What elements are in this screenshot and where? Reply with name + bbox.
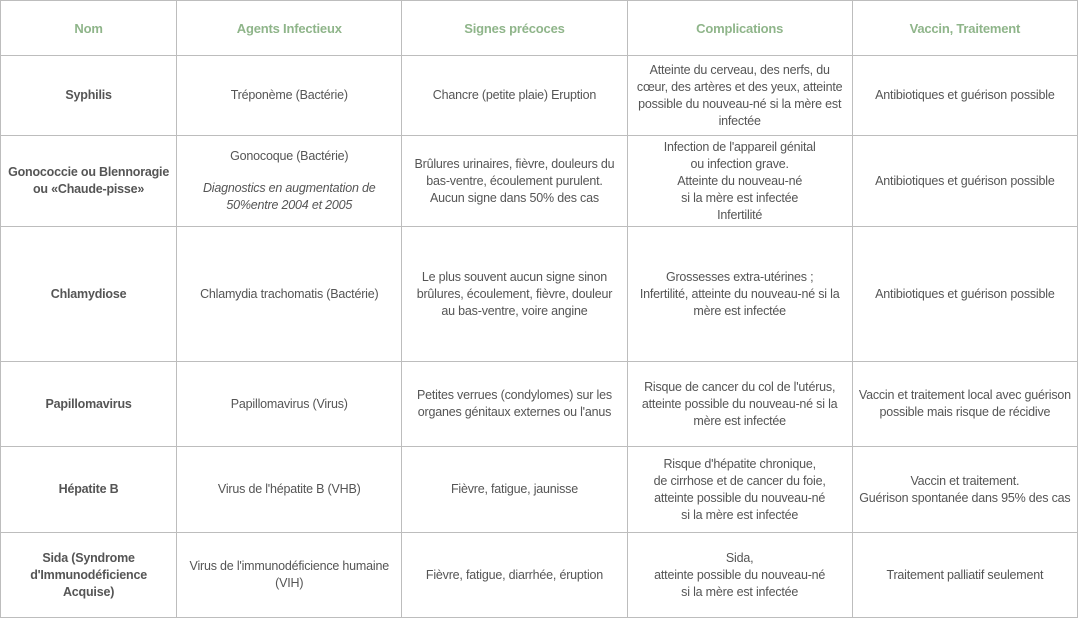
cell-complications xyxy=(627,533,852,618)
cell-nom-line: Syphilis xyxy=(65,88,112,102)
cell-traitement xyxy=(852,56,1077,136)
table-row xyxy=(1,533,1078,618)
header-complications: Complications xyxy=(627,1,852,56)
cell-complications xyxy=(627,56,852,136)
cell-nom-line: Papillomavirus xyxy=(45,396,132,411)
cell-agent-line: Virus de l'hépatite B (VHB) xyxy=(217,482,361,496)
cell-traitement xyxy=(852,227,1077,362)
cell-agent-line: Chlamydia trachomatis (Bactérie) xyxy=(200,286,379,301)
header-traitement: Vaccin, Traitement xyxy=(852,1,1077,56)
cell-complications-line: Atteinte du nouveau-né xyxy=(677,173,803,188)
cell-nom-line: Sida (Syndrome xyxy=(42,550,135,565)
header-nom: Nom xyxy=(1,1,177,56)
cell-signes-line: Fièvre, fatigue, jaunisse xyxy=(450,482,578,496)
cell-agent-line: Tréponème (Bactérie) xyxy=(230,88,348,102)
cell-agent-note: Diagnostics en augmentation de 50%entre 2004 et 2005 xyxy=(202,181,376,212)
cell-traitement xyxy=(852,533,1077,618)
header-agents: Agents Infectieux xyxy=(177,1,402,56)
header-row xyxy=(1,1,1078,56)
cell-complications-line: Risque d'hépatite chronique, xyxy=(663,456,816,471)
cell-signes xyxy=(402,56,627,136)
cell-nom xyxy=(1,447,177,533)
cell-agent xyxy=(177,56,402,136)
cell-signes xyxy=(402,447,627,533)
cell-complications xyxy=(627,136,852,227)
cell-traitement-line: Traitement palliatif seulement xyxy=(886,567,1044,582)
cell-complications-line: Atteinte du cerveau, des nerfs, du cœur, des artères et des yeux, atteinte possible du nouveau-né si la mère est infectée xyxy=(636,62,843,128)
cell-traitement-line: Antibiotiques et guérison possible xyxy=(875,88,1055,102)
cell-agent xyxy=(177,533,402,618)
cell-traitement xyxy=(852,362,1077,447)
cell-nom-line: Chlamydiose xyxy=(50,286,127,301)
cell-complications-line: atteinte possible du nouveau-né xyxy=(654,567,826,582)
cell-complications-line: Risque de cancer du col de l'utérus, atteinte possible du nouveau-né si la mère est infectée xyxy=(641,379,838,428)
cell-complications-line: atteinte possible du nouveau-né xyxy=(654,490,826,505)
cell-traitement-line: Vaccin et traitement. xyxy=(910,473,1020,488)
cell-signes-line: Petites verrues (condylomes) sur les organes génitaux externes ou l'anus xyxy=(416,388,612,419)
cell-complications-line: de cirrhose et de cancer du foie, xyxy=(653,473,826,488)
cell-traitement-line: Guérison spontanée dans 95% des cas xyxy=(859,490,1071,505)
table-row xyxy=(1,447,1078,533)
cell-signes-line: Fièvre, fatigue, diarrhée, éruption xyxy=(425,567,604,582)
cell-agent xyxy=(177,362,402,447)
header-signes: Signes précoces xyxy=(402,1,627,56)
cell-complications-line: Infection de l'appareil génital xyxy=(663,139,816,154)
cell-complications-line: Grossesses extra-utérines ; xyxy=(665,269,814,284)
cell-complications-line: Infertilité, atteinte du nouveau-né si la mère est infectée xyxy=(639,286,840,318)
cell-nom xyxy=(1,533,177,618)
cell-traitement xyxy=(852,447,1077,533)
cell-traitement-line: Antibiotiques et guérison possible xyxy=(875,173,1055,188)
table-row xyxy=(1,56,1078,136)
cell-agent xyxy=(177,227,402,362)
cell-nom-line: Gonococcie ou Blennoragie xyxy=(8,165,170,179)
cell-traitement-line: Vaccin et traitement local avec guérison possible mais risque de récidive xyxy=(858,388,1071,419)
cell-agent xyxy=(177,136,402,227)
cell-nom xyxy=(1,136,177,227)
cell-signes xyxy=(402,533,627,618)
table-row xyxy=(1,227,1078,362)
cell-signes-line: Brûlures urinaires, fièvre, douleurs du bas-ventre, écoulement purulent. xyxy=(414,156,615,188)
cell-complications-line: Sida, xyxy=(725,550,754,565)
table-row xyxy=(1,136,1078,227)
cell-complications-line: ou infection grave. xyxy=(690,156,789,171)
cell-traitement-line: Antibiotiques et guérison possible xyxy=(875,286,1055,301)
cell-complications xyxy=(627,362,852,447)
cell-nom xyxy=(1,56,177,136)
cell-nom-line: ou «Chaude-pisse» xyxy=(32,182,145,196)
cell-signes xyxy=(402,362,627,447)
cell-agent-line: Virus de l'immunodéficience humaine (VIH) xyxy=(189,559,389,590)
cell-nom xyxy=(1,362,177,447)
cell-complications xyxy=(627,227,852,362)
cell-nom xyxy=(1,227,177,362)
cell-agent-line: Papillomavirus (Virus) xyxy=(230,396,348,411)
cell-signes-line: Le plus souvent aucun signe sinon brûlures, écoulement, fièvre, douleur au bas-ventre, voire angine xyxy=(416,269,613,318)
cell-traitement xyxy=(852,136,1077,227)
cell-signes-line: Chancre (petite plaie) Eruption xyxy=(432,88,597,102)
cell-complications-line: si la mère est infectée xyxy=(681,584,799,599)
cell-signes-line: Aucun signe dans 50% des cas xyxy=(430,190,599,205)
cell-nom-line: Hépatite B xyxy=(58,482,119,496)
cell-signes xyxy=(402,136,627,227)
cell-complications-line: Infertilité xyxy=(717,207,763,222)
cell-complications xyxy=(627,447,852,533)
table-row xyxy=(1,362,1078,447)
table-body xyxy=(1,56,1078,618)
cell-complications-line: si la mère est infectée xyxy=(681,507,799,522)
cell-agent-line: Gonocoque (Bactérie) xyxy=(230,149,349,163)
cell-signes xyxy=(402,227,627,362)
cell-nom-line: d'Immunodéficience Acquise) xyxy=(30,567,147,599)
cell-agent xyxy=(177,447,402,533)
cell-complications-line: si la mère est infectée xyxy=(681,190,799,205)
